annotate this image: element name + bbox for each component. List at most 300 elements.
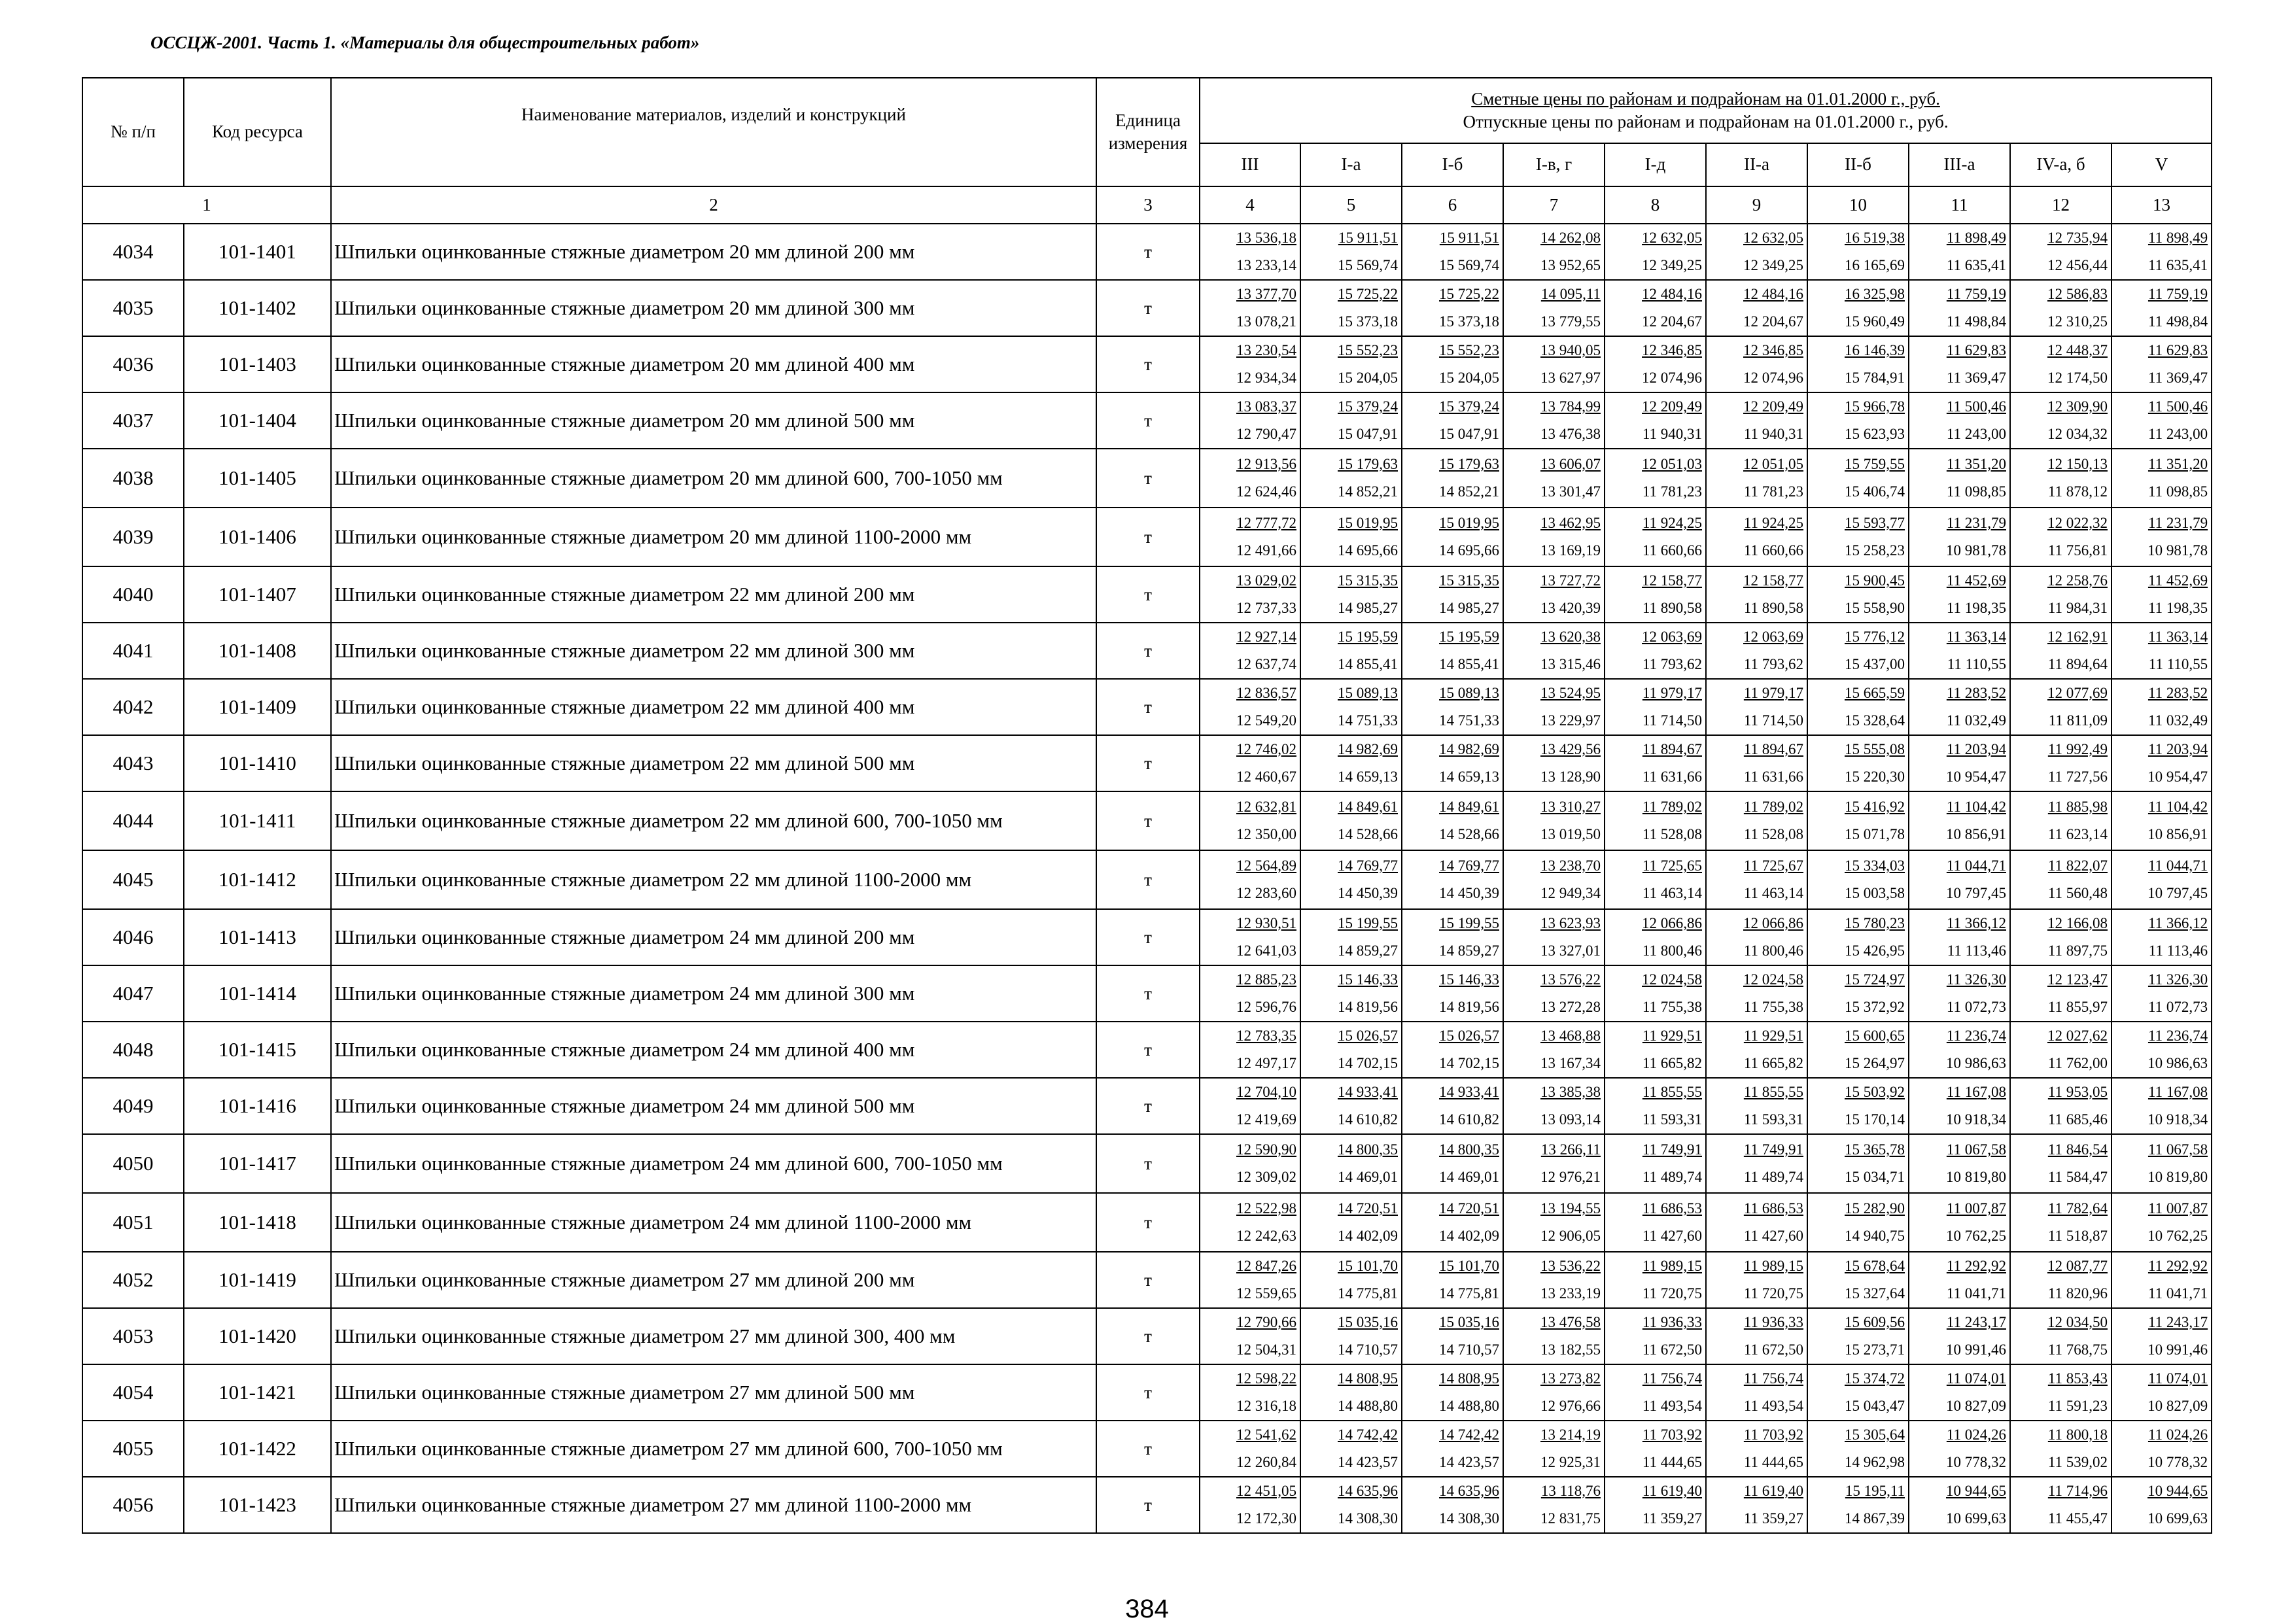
release-price: 11 768,75	[2047, 1341, 2108, 1358]
price-cell	[2112, 336, 2212, 392]
price-cell	[1300, 623, 1402, 679]
price-cell	[1200, 336, 1300, 392]
release-price: 15 960,49	[1845, 313, 1905, 330]
estimate-price: 14 982,69	[1338, 741, 1398, 757]
estimate-price: 15 035,16	[1439, 1314, 1499, 1330]
release-price: 15 437,00	[1845, 656, 1905, 672]
table-row	[82, 392, 2212, 449]
estimate-price: 11 619,40	[1642, 1483, 1702, 1499]
release-price: 15 220,30	[1845, 769, 1905, 785]
estimate-price: 11 894,67	[1743, 741, 1803, 757]
estimate-price: 12 034,50	[2047, 1314, 2108, 1330]
release-price: 13 167,34	[1540, 1055, 1601, 1071]
estimate-price: 13 385,38	[1540, 1084, 1601, 1100]
price-cell	[1807, 909, 1909, 965]
release-price: 11 041,71	[1946, 1285, 2006, 1302]
estimate-price: 15 374,72	[1845, 1370, 1905, 1387]
estimate-price: 11 989,15	[1743, 1258, 1803, 1274]
estimate-price: 15 026,57	[1439, 1028, 1499, 1044]
price-cell	[1503, 1078, 1605, 1134]
release-price: 11 528,08	[1642, 826, 1702, 842]
price-cell	[2010, 1364, 2112, 1421]
release-price: 14 985,27	[1439, 600, 1499, 616]
release-price: 15 047,91	[1439, 426, 1499, 442]
estimate-price: 12 836,57	[1236, 685, 1296, 701]
unit-of-measure: т	[1096, 1308, 1200, 1364]
material-name: Шпильки оцинкованные стяжные диаметром 20 мм длиной 500 мм	[331, 392, 1096, 449]
row-number: 4040	[82, 566, 184, 623]
price-cell	[1605, 850, 1706, 909]
release-price: 15 047,91	[1338, 426, 1398, 442]
unit-of-measure: т	[1096, 965, 1200, 1022]
estimate-price: 11 074,01	[1946, 1370, 2006, 1387]
estimate-price: 14 849,61	[1439, 799, 1499, 815]
estimate-price: 13 214,19	[1540, 1426, 1601, 1443]
resource-code: 101-1417	[184, 1134, 331, 1193]
estimate-price: 12 066,86	[1743, 915, 1803, 931]
estimate-price: 14 982,69	[1439, 741, 1499, 757]
price-cell	[1605, 336, 1706, 392]
release-price: 11 781,23	[1743, 483, 1803, 500]
material-name: Шпильки оцинкованные стяжные диаметром 20 мм длиной 400 мм	[331, 336, 1096, 392]
price-cell	[1706, 1252, 1807, 1308]
release-price: 10 918,34	[2147, 1111, 2208, 1128]
table-row	[82, 1078, 2212, 1134]
estimate-price: 12 632,81	[1236, 799, 1296, 815]
estimate-price: 11 924,25	[1642, 515, 1702, 531]
header-column-number: 8	[1605, 186, 1706, 224]
release-price: 14 940,75	[1845, 1228, 1905, 1244]
release-price: 11 113,46	[2148, 942, 2208, 959]
price-cell	[2112, 1364, 2212, 1421]
estimate-price: 13 536,22	[1540, 1258, 1601, 1274]
estimate-price: 14 769,77	[1338, 857, 1398, 874]
estimate-price: 14 808,95	[1338, 1370, 1398, 1387]
estimate-price: 12 847,26	[1236, 1258, 1296, 1274]
release-price: 10 954,47	[2147, 769, 2208, 785]
release-price: 11 635,41	[2147, 257, 2208, 273]
estimate-price: 15 379,24	[1439, 398, 1499, 415]
release-price: 13 315,46	[1540, 656, 1601, 672]
price-cell	[2112, 566, 2212, 623]
unit-of-measure: т	[1096, 224, 1200, 280]
estimate-price: 11 846,54	[2047, 1141, 2108, 1158]
price-cell	[1807, 280, 1909, 336]
price-cell	[1909, 850, 2010, 909]
estimate-price: 13 468,88	[1540, 1028, 1601, 1044]
release-price: 11 369,47	[1946, 370, 2006, 386]
release-price: 14 751,33	[1338, 712, 1398, 729]
table-row	[82, 336, 2212, 392]
price-cell	[1706, 1134, 1807, 1193]
release-price: 12 497,17	[1236, 1055, 1296, 1071]
release-price: 14 775,81	[1439, 1285, 1499, 1302]
estimate-price: 11 929,51	[1642, 1028, 1702, 1044]
estimate-price: 11 855,55	[1743, 1084, 1803, 1100]
price-cell	[1706, 1364, 1807, 1421]
price-cell	[2010, 1022, 2112, 1078]
release-price: 11 113,46	[1947, 942, 2006, 959]
estimate-price: 10 944,65	[2147, 1483, 2208, 1499]
release-price: 11 489,74	[1642, 1169, 1702, 1185]
price-cell	[1807, 679, 1909, 735]
unit-of-measure: т	[1096, 791, 1200, 850]
release-price: 14 659,13	[1338, 769, 1398, 785]
price-cell	[1909, 392, 2010, 449]
release-price: 13 779,55	[1540, 313, 1601, 330]
release-price: 14 985,27	[1338, 600, 1398, 616]
release-price: 15 784,91	[1845, 370, 1905, 386]
price-cell	[1909, 1078, 2010, 1134]
price-cell	[2112, 449, 2212, 508]
price-cell	[2010, 735, 2112, 791]
price-cell	[1402, 850, 1503, 909]
unit-of-measure: т	[1096, 1252, 1200, 1308]
release-price: 15 264,97	[1845, 1055, 1905, 1071]
price-cell	[1200, 1193, 1300, 1252]
release-price: 16 165,69	[1845, 257, 1905, 273]
release-price: 12 934,34	[1236, 370, 1296, 386]
release-price: 12 976,21	[1540, 1169, 1601, 1185]
header-column-number: 11	[1909, 186, 2010, 224]
price-cell	[1402, 336, 1503, 392]
price-cell	[1605, 508, 1706, 566]
estimate-price: 12 063,69	[1743, 629, 1803, 645]
price-cell	[2010, 1308, 2112, 1364]
release-price: 15 034,71	[1845, 1169, 1905, 1185]
estimate-price: 14 769,77	[1439, 857, 1499, 874]
material-name: Шпильки оцинкованные стяжные диаметром 22 мм длиной 500 мм	[331, 735, 1096, 791]
price-cell	[2112, 1022, 2212, 1078]
estimate-price: 11 885,98	[2047, 799, 2108, 815]
price-cell	[1300, 566, 1402, 623]
price-cell	[1807, 392, 1909, 449]
release-price: 12 074,96	[1743, 370, 1803, 386]
estimate-price: 11 236,74	[2147, 1028, 2208, 1044]
estimate-price: 14 262,08	[1540, 230, 1601, 246]
release-price: 13 078,21	[1236, 313, 1296, 330]
estimate-price: 11 756,74	[1642, 1370, 1702, 1387]
price-cell	[1300, 850, 1402, 909]
estimate-price: 11 789,02	[1743, 799, 1803, 815]
release-price: 11 584,47	[2047, 1169, 2108, 1185]
estimate-price: 12 158,77	[1642, 572, 1702, 589]
release-price: 12 349,25	[1642, 257, 1702, 273]
price-cell	[1706, 791, 1807, 850]
release-price: 13 169,19	[1540, 542, 1601, 559]
release-price: 11 660,66	[1743, 542, 1803, 559]
estimate-price: 15 780,23	[1845, 915, 1905, 931]
header-region: I-б	[1402, 143, 1503, 186]
estimate-price: 15 365,78	[1845, 1141, 1905, 1158]
resource-code: 101-1408	[184, 623, 331, 679]
table-header	[82, 78, 2212, 224]
price-cell	[2112, 392, 2212, 449]
estimate-price: 12 541,62	[1236, 1426, 1296, 1443]
release-price: 11 635,41	[1946, 257, 2006, 273]
release-price: 12 283,60	[1236, 885, 1296, 901]
estimate-price: 11 243,17	[2147, 1314, 2208, 1330]
release-price: 14 867,39	[1845, 1510, 1905, 1527]
release-price: 10 778,32	[2147, 1454, 2208, 1470]
price-cell	[1503, 735, 1605, 791]
release-price: 11 493,54	[1743, 1398, 1803, 1414]
release-price: 14 402,09	[1439, 1228, 1499, 1244]
price-cell	[1909, 1477, 2010, 1533]
estimate-price: 12 087,77	[2047, 1258, 2108, 1274]
header-column-number: 7	[1503, 186, 1605, 224]
header-region: I-д	[1605, 143, 1706, 186]
price-cell	[1402, 224, 1503, 280]
estimate-price: 11 749,91	[1642, 1141, 1702, 1158]
price-cell	[1402, 1364, 1503, 1421]
price-cell	[1807, 791, 1909, 850]
release-price: 15 273,71	[1845, 1341, 1905, 1358]
price-cell	[1402, 280, 1503, 336]
material-name: Шпильки оцинкованные стяжные диаметром 20 мм длиной 600, 700-1050 мм	[331, 449, 1096, 508]
estimate-price: 11 855,55	[1642, 1084, 1702, 1100]
estimate-price: 12 123,47	[2047, 971, 2108, 988]
release-price: 14 775,81	[1338, 1285, 1398, 1302]
table-row	[82, 1477, 2212, 1533]
price-cell	[1402, 508, 1503, 566]
price-cell	[1300, 224, 1402, 280]
price-cell	[1300, 1421, 1402, 1477]
price-cell	[1909, 508, 2010, 566]
header-prices	[1200, 78, 2212, 143]
release-price: 11 498,84	[2147, 313, 2208, 330]
estimate-price: 15 035,16	[1338, 1314, 1398, 1330]
estimate-price: 12 913,56	[1236, 456, 1296, 472]
price-cell	[1909, 965, 2010, 1022]
estimate-price: 11 924,25	[1743, 515, 1803, 531]
release-price: 12 624,46	[1236, 483, 1296, 500]
release-price: 12 504,31	[1236, 1341, 1296, 1358]
release-price: 11 427,60	[1743, 1228, 1803, 1244]
release-price: 14 702,15	[1439, 1055, 1499, 1071]
estimate-price: 13 940,05	[1540, 342, 1601, 358]
release-price: 11 359,27	[1642, 1510, 1702, 1527]
estimate-price: 13 238,70	[1540, 857, 1601, 874]
price-cell	[1503, 1421, 1605, 1477]
estimate-price: 15 725,22	[1439, 286, 1499, 302]
release-price: 11 369,47	[2147, 370, 2208, 386]
release-price: 11 672,50	[1642, 1341, 1702, 1358]
release-price: 14 702,15	[1338, 1055, 1398, 1071]
estimate-price: 11 853,43	[2047, 1370, 2108, 1387]
price-cell	[1807, 336, 1909, 392]
resource-code: 101-1420	[184, 1308, 331, 1364]
estimate-price: 11 024,26	[1946, 1426, 2006, 1443]
header-column-number: 9	[1706, 186, 1807, 224]
material-name: Шпильки оцинкованные стяжные диаметром 27 мм длиной 200 мм	[331, 1252, 1096, 1308]
row-number: 4051	[82, 1193, 184, 1252]
resource-code: 101-1422	[184, 1421, 331, 1477]
price-cell	[1706, 280, 1807, 336]
price-cell	[1503, 508, 1605, 566]
header-column-number: 4	[1200, 186, 1300, 224]
estimate-price: 11 619,40	[1743, 1483, 1803, 1499]
resource-code: 101-1405	[184, 449, 331, 508]
release-price: 14 488,80	[1338, 1398, 1398, 1414]
price-cell	[1300, 909, 1402, 965]
estimate-price: 11 283,52	[2147, 685, 2208, 701]
release-price: 13 420,39	[1540, 600, 1601, 616]
price-cell	[1706, 965, 1807, 1022]
estimate-price: 15 416,92	[1845, 799, 1905, 815]
price-cell	[1909, 909, 2010, 965]
estimate-price: 15 503,92	[1845, 1084, 1905, 1100]
price-cell	[1503, 1477, 1605, 1533]
release-price: 10 856,91	[1946, 826, 2006, 842]
price-cell	[1605, 909, 1706, 965]
price-cell	[1503, 791, 1605, 850]
price-cell	[2112, 965, 2212, 1022]
price-cell	[1200, 508, 1300, 566]
estimate-price: 14 933,41	[1338, 1084, 1398, 1100]
price-cell	[1300, 336, 1402, 392]
header-region: V	[2112, 143, 2212, 186]
price-cell	[1200, 224, 1300, 280]
row-number: 4052	[82, 1252, 184, 1308]
price-cell	[1503, 1193, 1605, 1252]
estimate-price: 13 784,99	[1540, 398, 1601, 415]
release-price: 15 373,18	[1439, 313, 1499, 330]
row-number: 4042	[82, 679, 184, 735]
price-cell	[1807, 1421, 1909, 1477]
price-cell	[1200, 1134, 1300, 1193]
release-price: 11 855,97	[2047, 999, 2108, 1015]
estimate-price: 11 007,87	[2147, 1200, 2208, 1217]
release-price: 11 984,31	[2047, 600, 2108, 616]
price-cell	[1706, 735, 1807, 791]
material-name: Шпильки оцинкованные стяжные диаметром 27 мм длиной 300, 400 мм	[331, 1308, 1096, 1364]
table-row	[82, 679, 2212, 735]
price-cell	[2010, 909, 2112, 965]
release-price: 11 800,46	[1743, 942, 1803, 959]
header-release-prices: Отпускные цены по районам и подрайонам на 01.01.2000 г., руб.	[1463, 112, 1949, 131]
release-price: 14 402,09	[1338, 1228, 1398, 1244]
estimate-price: 11 243,17	[1946, 1314, 2006, 1330]
release-price: 12 309,02	[1236, 1169, 1296, 1185]
price-cell	[1200, 1308, 1300, 1364]
release-price: 10 699,63	[1946, 1510, 2006, 1527]
unit-of-measure: т	[1096, 1078, 1200, 1134]
price-cell	[2010, 280, 2112, 336]
release-price: 12 174,50	[2047, 370, 2108, 386]
estimate-price: 11 629,83	[2147, 342, 2208, 358]
estimate-price: 14 808,95	[1439, 1370, 1499, 1387]
price-cell	[2112, 280, 2212, 336]
release-price: 15 558,90	[1845, 600, 1905, 616]
estimate-price: 13 429,56	[1540, 741, 1601, 757]
table-row	[82, 280, 2212, 336]
price-cell	[1807, 850, 1909, 909]
release-price: 11 455,47	[2047, 1510, 2108, 1527]
estimate-price: 12 586,83	[2047, 286, 2108, 302]
estimate-price: 12 024,58	[1743, 971, 1803, 988]
estimate-price: 12 077,69	[2047, 685, 2108, 701]
release-price: 11 755,38	[1743, 999, 1803, 1015]
table-row	[82, 1252, 2212, 1308]
price-cell	[2010, 850, 2112, 909]
price-cell	[1200, 1022, 1300, 1078]
estimate-price: 15 966,78	[1845, 398, 1905, 415]
price-cell	[1402, 623, 1503, 679]
estimate-price: 12 522,98	[1236, 1200, 1296, 1217]
header-column-number: 6	[1402, 186, 1503, 224]
price-cell	[1605, 1134, 1706, 1193]
release-price: 15 204,05	[1338, 370, 1398, 386]
release-price: 15 170,14	[1845, 1111, 1905, 1128]
price-cell	[1200, 623, 1300, 679]
price-cell	[1300, 449, 1402, 508]
release-price: 12 737,33	[1236, 600, 1296, 616]
estimate-price: 11 363,14	[1946, 629, 2006, 645]
estimate-price: 15 724,97	[1845, 971, 1905, 988]
estimate-price: 12 735,94	[2047, 230, 2108, 246]
price-cell	[1605, 392, 1706, 449]
estimate-price: 14 933,41	[1439, 1084, 1499, 1100]
row-number: 4049	[82, 1078, 184, 1134]
release-price: 14 659,13	[1439, 769, 1499, 785]
estimate-price: 15 026,57	[1338, 1028, 1398, 1044]
release-price: 15 372,92	[1845, 999, 1905, 1015]
price-cell	[1200, 280, 1300, 336]
price-cell	[1807, 1134, 1909, 1193]
estimate-price: 11 822,07	[2047, 857, 2108, 874]
price-cell	[1807, 1078, 1909, 1134]
estimate-price: 15 019,95	[1439, 515, 1499, 531]
estimate-price: 11 067,58	[1946, 1141, 2006, 1158]
release-price: 11 243,00	[1946, 426, 2006, 442]
price-table	[82, 77, 2212, 1534]
price-cell	[2010, 224, 2112, 280]
table-row	[82, 224, 2212, 280]
release-price: 15 258,23	[1845, 542, 1905, 559]
price-cell	[1909, 791, 2010, 850]
table-row	[82, 965, 2212, 1022]
price-cell	[2010, 791, 2112, 850]
estimate-price: 15 552,23	[1338, 342, 1398, 358]
estimate-price: 15 101,70	[1439, 1258, 1499, 1274]
unit-of-measure: т	[1096, 1193, 1200, 1252]
resource-code: 101-1423	[184, 1477, 331, 1533]
release-price: 12 641,03	[1236, 942, 1296, 959]
price-cell	[1503, 1134, 1605, 1193]
estimate-price: 12 162,91	[2047, 629, 2108, 645]
price-cell	[2112, 1134, 2212, 1193]
column-number-row	[82, 186, 2212, 224]
price-cell	[1605, 1252, 1706, 1308]
release-price: 11 110,55	[1947, 656, 2006, 672]
price-cell	[1605, 1477, 1706, 1533]
resource-code: 101-1421	[184, 1364, 331, 1421]
price-cell	[1909, 224, 2010, 280]
material-name: Шпильки оцинкованные стяжные диаметром 27 мм длиной 500 мм	[331, 1364, 1096, 1421]
estimate-price: 16 519,38	[1845, 230, 1905, 246]
material-name: Шпильки оцинкованные стяжные диаметром 24 мм длиной 200 мм	[331, 909, 1096, 965]
estimate-price: 12 051,05	[1743, 456, 1803, 472]
price-cell	[2010, 965, 2112, 1022]
estimate-price: 11 044,71	[2147, 857, 2208, 874]
price-cell	[1503, 449, 1605, 508]
estimate-price: 13 620,38	[1540, 629, 1601, 645]
table-row	[82, 449, 2212, 508]
estimate-price: 15 195,59	[1439, 629, 1499, 645]
estimate-price: 12 746,02	[1236, 741, 1296, 757]
estimate-price: 11 292,92	[1946, 1258, 2006, 1274]
